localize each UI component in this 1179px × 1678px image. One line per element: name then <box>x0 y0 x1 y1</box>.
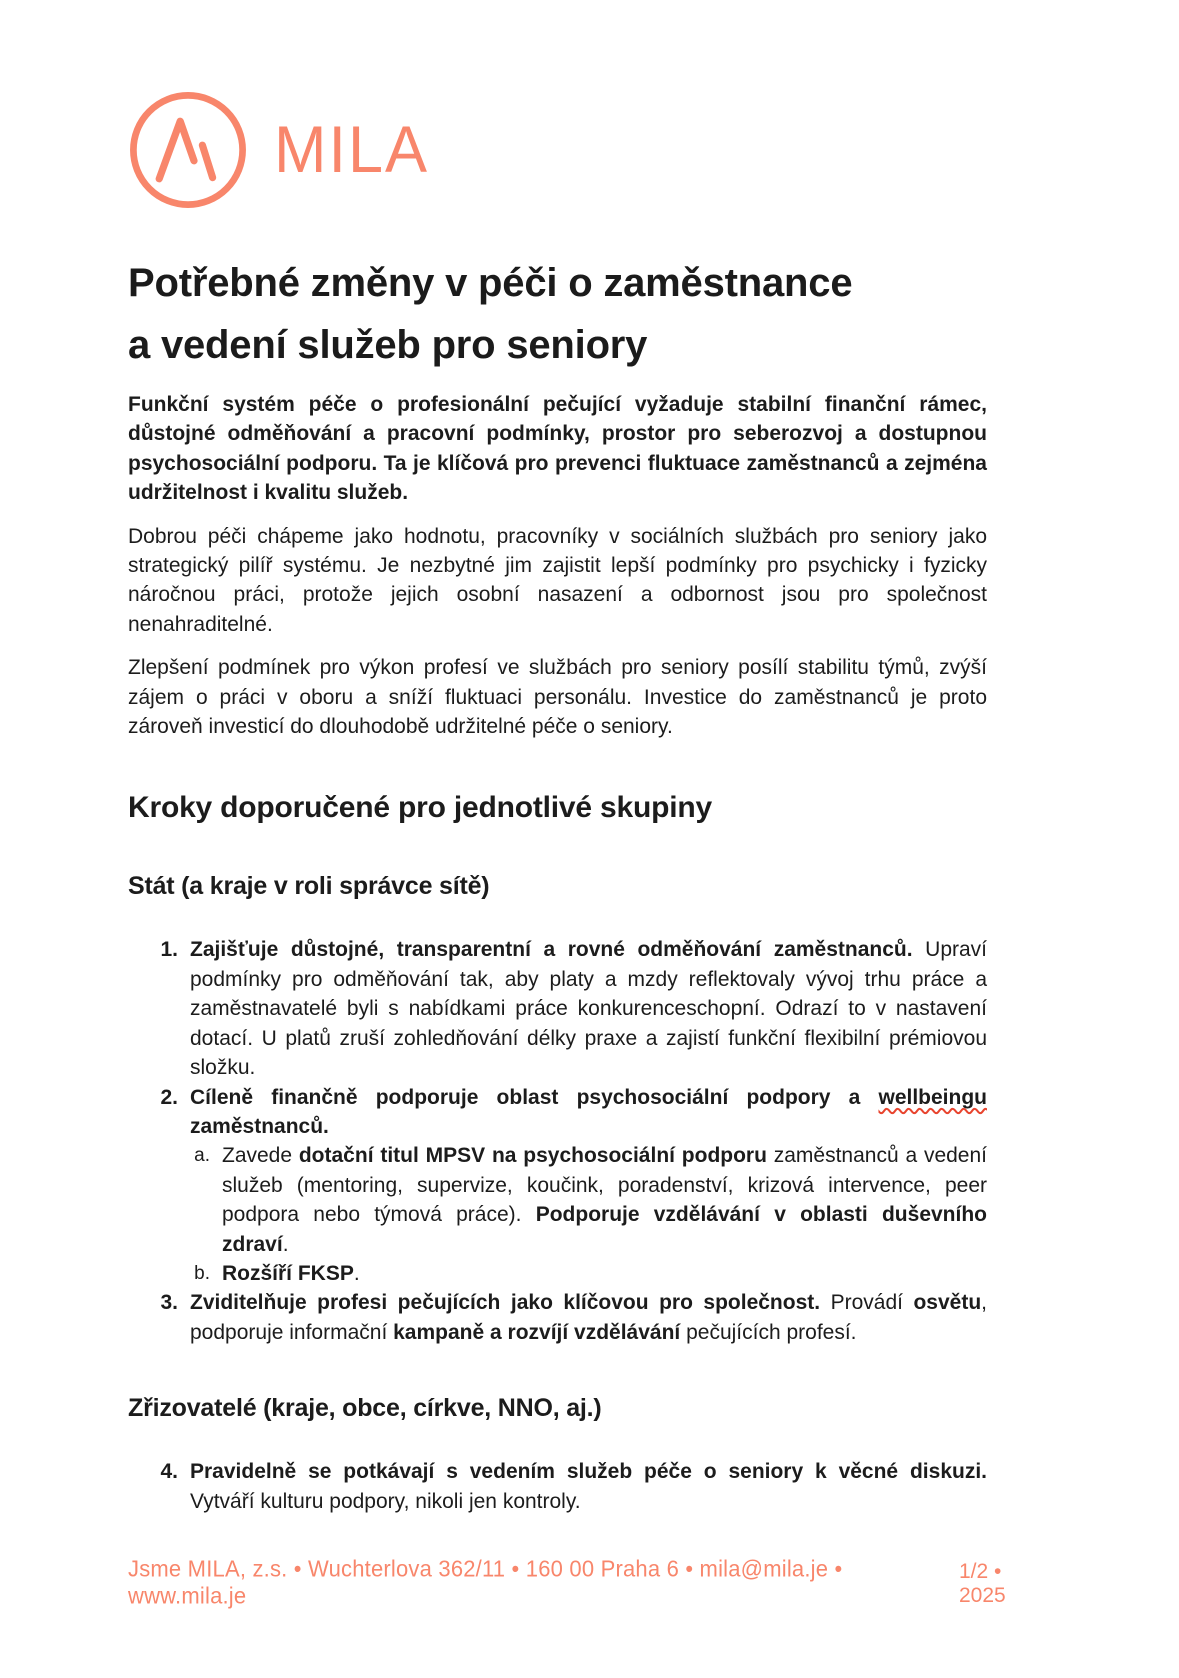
group-heading-stat: Stát (a kraje v roli správce sítě) <box>128 872 490 901</box>
list-item-2 <box>128 1083 987 1142</box>
footer-page-number: 1/2 • 2025 <box>958 1560 1006 1607</box>
intro-paragraph-3: Zlepšení podmínek pro výkon profesí ve službách pro seniory posílí stabilitu týmů, zvýší zájem o práci v oboru a sníží fluktuaci personálu. Investice do zaměstnanců je proto zároveň investicí do dlouhodobě udržitelné péče o seniory. <box>128 656 987 739</box>
founders-ordered-list <box>128 1457 987 1516</box>
list-marker-1: 1. <box>160 938 178 962</box>
footer-address: Jsme MILA, z.s. • Wuchterlova 362/11 • 160 00 Praha 6 • mila@mila.je • www.mila.je <box>128 1555 843 1609</box>
list-item-3 <box>128 1288 987 1347</box>
doc-title <box>128 252 987 376</box>
list-marker-2: 2. <box>160 1085 178 1109</box>
list-item-2-sublist <box>128 1141 987 1288</box>
intro-paragraph-2: Dobrou péči chápeme jako hodnotu, pracovníky v sociálních službách pro seniory jako strategický pilíř systému. Je nezbytné jim zajistit lepší podmínky pro psychicky i fyzicky náročnou práci, protože jejich osobní nasazení a odbornost jsou pro společnost nenahraditelné. <box>128 524 987 636</box>
list-item-1-text: Zajišťuje důstojné, transparentní a rovné odměňování zaměstnanců. Upraví podmínky pro odměňování tak, aby platy a mzdy reflektovaly vývoj trhu práce a zaměstnavatelé byli s nabídkami práce konkurenceschopní. Odrazí to v nastavení dotací. U platů zruší zohledňování délky praxe a zajistí funkční flexibilní prémiovou složku. <box>190 938 988 1080</box>
list-item-1 <box>128 935 987 1082</box>
list-marker-4: 4. <box>160 1460 178 1484</box>
footer <box>128 1555 1053 1610</box>
doc-title-line-2: a vedení služeb pro seniory <box>128 323 648 367</box>
group-heading-zrizovatele: Zřizovatelé (kraje, obce, církve, NNO, aj.) <box>128 1394 602 1423</box>
sub-item-a <box>128 1141 987 1259</box>
list-item-2-text: Cíleně finančně podporuje oblast psychosociální podpory a wellbeingu zaměstnanců. <box>190 1085 987 1138</box>
list-marker-3: 3. <box>160 1291 178 1315</box>
list-item-3-text: Zviditelňuje profesi pečujících jako klíčovou pro společnost. Provádí osvětu, podporuje informační kampaně a rozvíjí vzdělávání pečujících profesí. <box>190 1291 987 1344</box>
sub-item-b-text: Rozšíří FKSP. <box>222 1261 360 1285</box>
list-item-4 <box>128 1457 987 1516</box>
doc-title-line-1: Potřebné změny v péči o zaměstnance <box>128 261 853 305</box>
mila-logo-icon <box>128 90 248 210</box>
mila-logo <box>128 88 987 212</box>
sub-item-a-text: Zavede dotační titul MPSV na psychosociální podporu zaměstnanců a vedení služeb (mentoring, supervize, koučink, poradenství, krizová intervence, peer podpora nebo týmová práce). Podporuje vzdělávání v oblasti duševního zdraví. <box>222 1144 987 1256</box>
list-item-4-text: Pravidelně se potkávají s vedením služeb péče o seniory k věcné diskuzi. Vytváří kulturu podpory, nikoli jen kontroly. <box>190 1460 987 1513</box>
section-heading: Kroky doporučené pro jednotlivé skupiny <box>128 791 712 825</box>
sub-item-b <box>128 1259 987 1288</box>
state-ordered-list <box>128 935 987 1347</box>
mila-wordmark: MILA <box>274 113 430 187</box>
intro-paragraph-1: Funkční systém péče o profesionální pečující vyžaduje stabilní finanční rámec, důstojné odměňování a pracovní podmínky, prostor pro seberozvoj a dostupnou psychosociální podporu. Ta je klíčová pro prevenci fluktuace zaměstnanců a zejména udržitelnost i kvalitu služeb. <box>128 393 987 505</box>
sub-marker-b: b. <box>194 1262 210 1284</box>
sub-marker-a: a. <box>194 1145 210 1167</box>
